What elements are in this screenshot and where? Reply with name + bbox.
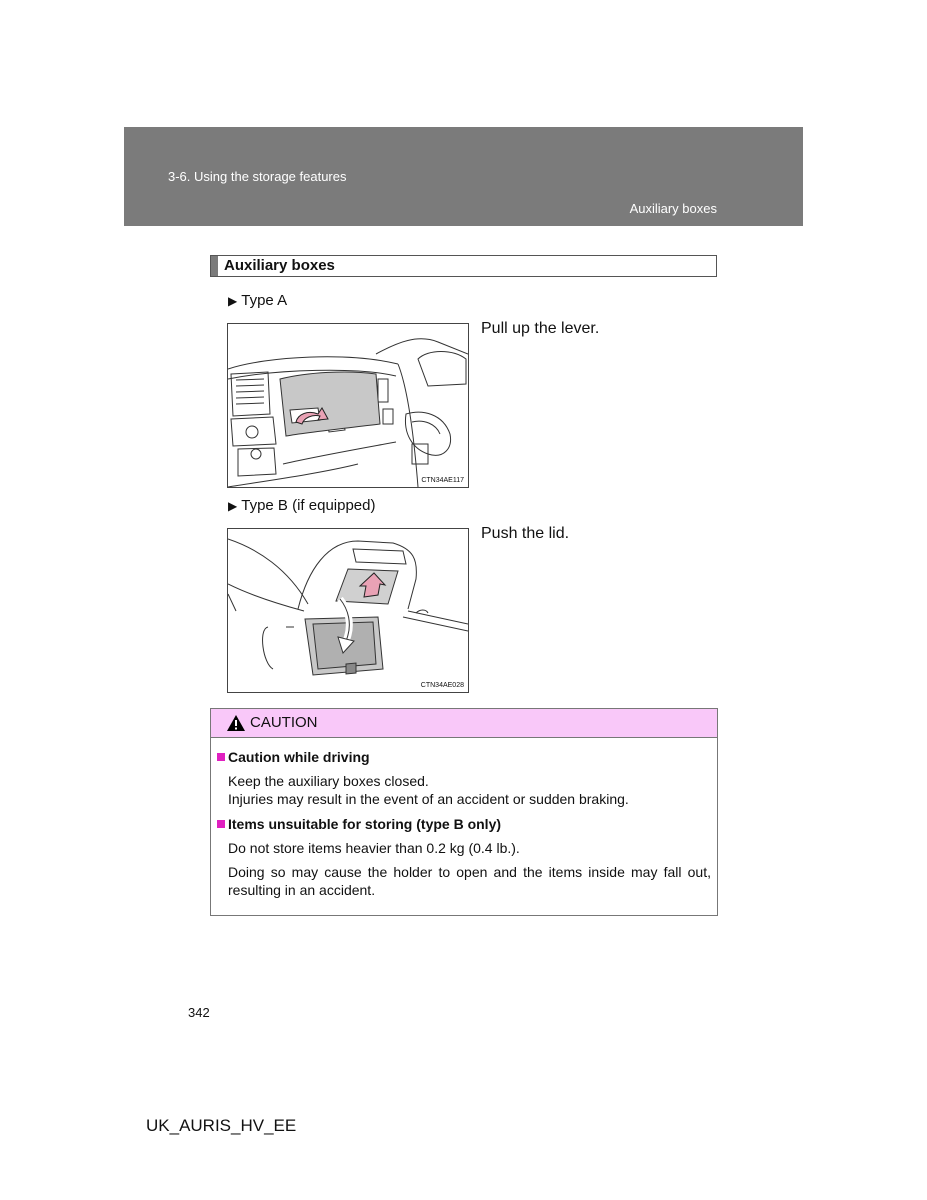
caution-item-text: Keep the auxiliary boxes closed.	[228, 773, 429, 789]
header-page-title: Auxiliary boxes	[629, 201, 717, 216]
warning-triangle-icon	[226, 714, 246, 732]
triangle-arrow-icon: ▶	[228, 499, 238, 513]
caution-item-heading-text: Caution while driving	[228, 749, 370, 765]
section-heading-text: Auxiliary boxes	[224, 257, 335, 274]
document-code: UK_AURIS_HV_EE	[146, 1116, 297, 1135]
triangle-arrow-icon: ▶	[228, 294, 238, 308]
caution-label: CAUTION	[250, 714, 318, 731]
caution-item-heading-text: Items unsuitable for storing (type B only)	[228, 816, 502, 832]
type-a-label	[228, 292, 287, 309]
type-a-instruction: Pull up the lever.	[481, 320, 600, 337]
figure-code: CTN34AE028	[420, 682, 464, 689]
caution-item-text: Doing so may cause the holder to open and the items inside may fall out, resulting in an accident.	[228, 864, 711, 898]
section-heading	[210, 255, 717, 277]
caution-header	[211, 709, 717, 738]
caution-item-text: Do not store items heavier than 0.2 kg (0.4 lb.).	[228, 840, 520, 856]
bullet-square-icon	[217, 820, 225, 828]
caution-box	[210, 708, 718, 916]
dashboard-glovebox-illustration	[228, 324, 468, 487]
caution-item-heading	[217, 749, 370, 765]
caution-item-text: Injuries may result in the event of an accident or sudden braking.	[228, 791, 629, 807]
heading-bar	[211, 256, 218, 276]
type-a-figure	[227, 323, 469, 488]
type-b-text: Type B (if equipped)	[241, 497, 376, 514]
overhead-console-illustration	[228, 529, 468, 692]
caution-item-heading	[217, 816, 501, 832]
header-section-title: 3-6. Using the storage features	[168, 169, 347, 184]
type-a-text: Type A	[241, 292, 288, 309]
page-number: 342	[188, 1005, 210, 1020]
bullet-square-icon	[217, 753, 225, 761]
type-b-figure	[227, 528, 469, 693]
type-b-label	[228, 497, 375, 514]
header-band	[124, 127, 803, 226]
type-b-instruction: Push the lid.	[481, 525, 570, 542]
figure-code: CTN34AE117	[421, 477, 464, 484]
